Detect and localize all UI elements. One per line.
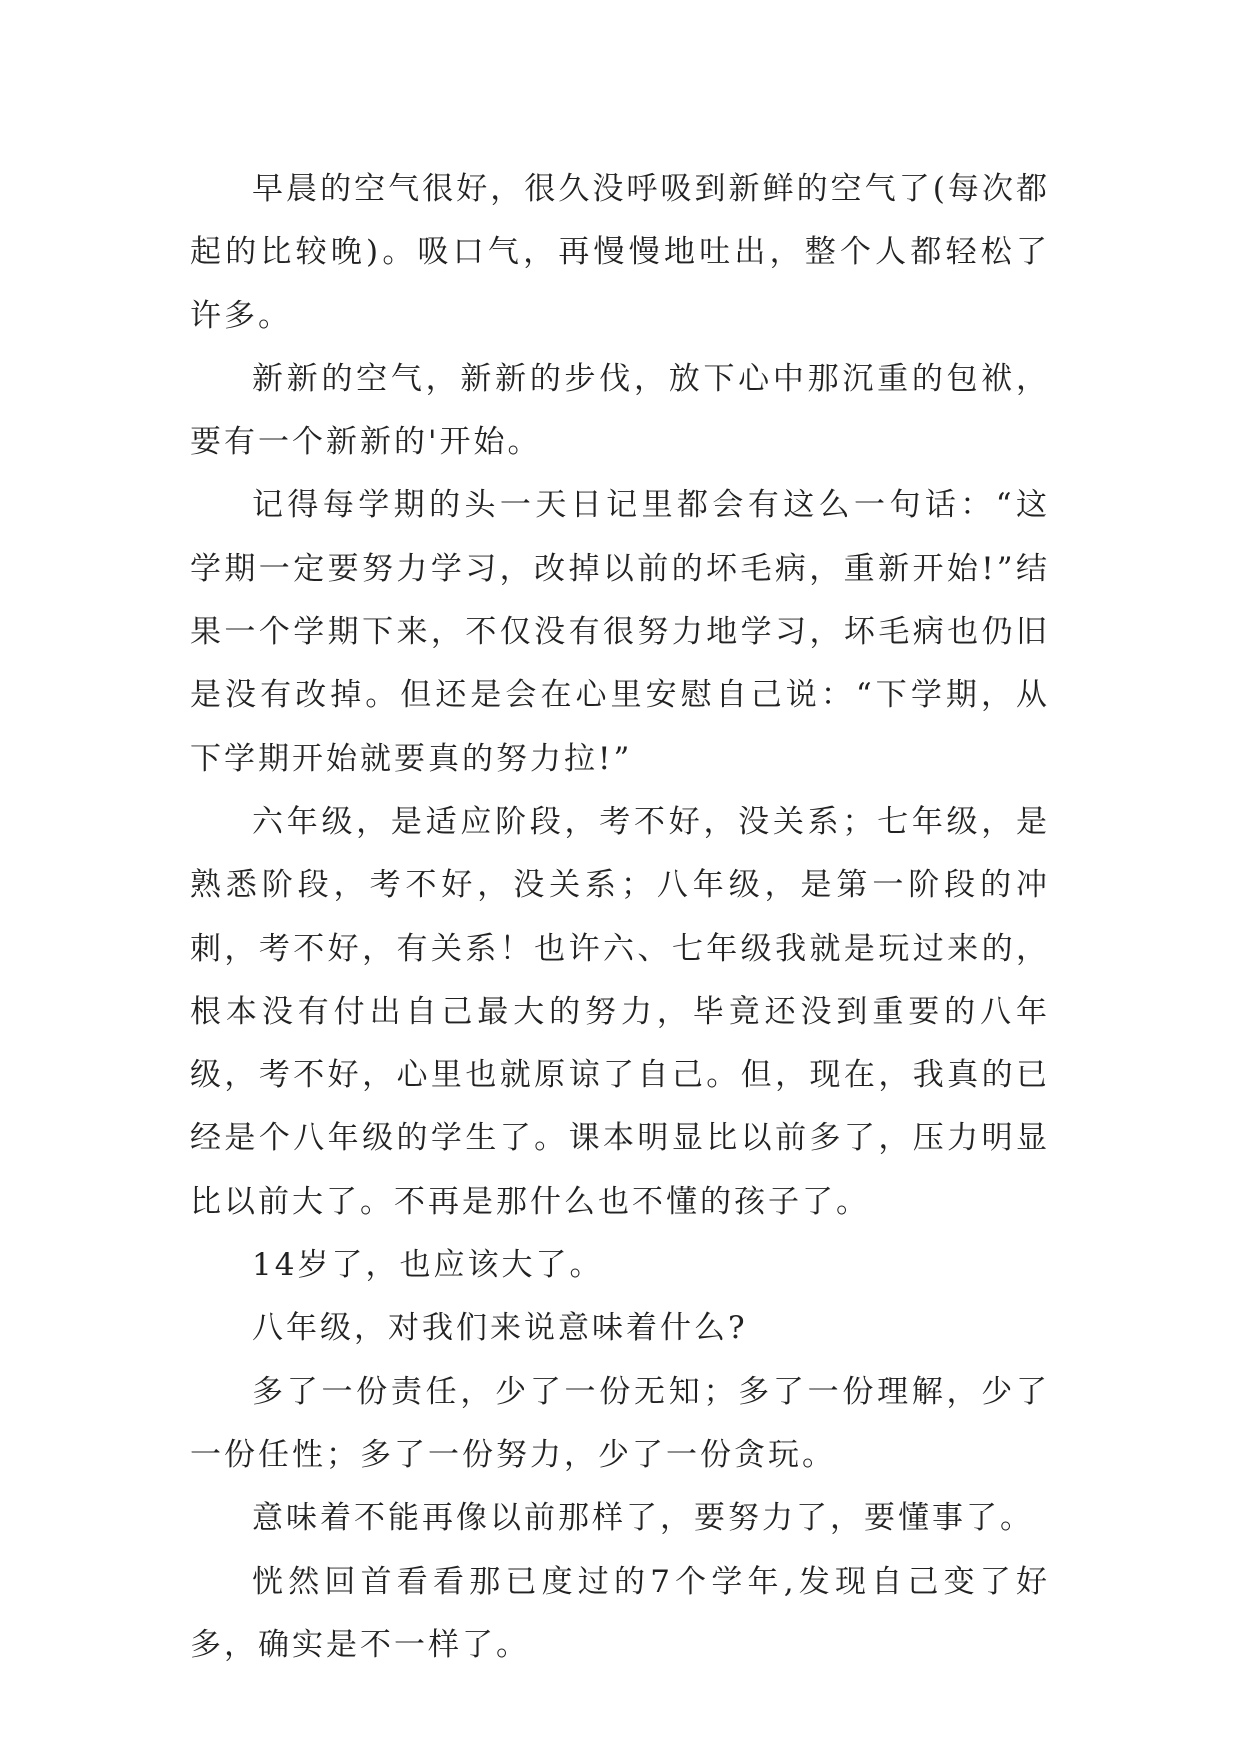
paragraph: 八年级，对我们来说意味着什么? [252,1310,748,1347]
document-body [190,158,1050,1677]
paragraph: 早晨的空气很好，很久没呼吸到新鲜的空气了(每次都起的比较晚)。吸口气，再慢慢地吐出，整个人都轻松了许多。 [190,171,1050,334]
paragraph: 记得每学期的头一天日记里都会有这么一句话：“这学期一定要努力学习，改掉以前的坏毛病，重新开始!”结果一个学期下来，不仅没有很努力地学习，坏毛病也仍旧是没有改掉。但还是会在心里安慰自己说：“下学期，从下学期开始就要真的努力拉!” [190,487,1050,777]
paragraph: 六年级，是适应阶段，考不好，没关系；七年级，是熟悉阶段，考不好，没关系；八年级，是第一阶段的冲刺，考不好，有关系！也许六、七年级我就是玩过来的，根本没有付出自己最大的努力，毕竟还没到重要的八年级，考不好，心里也就原谅了自己。但，现在，我真的已经是个八年级的学生了。课本明显比以前多了，压力明显比以前大了。不再是那什么也不懂的孩子了。 [190,803,1050,1220]
paragraph: 14岁了，也应该大了。 [252,1247,604,1284]
paragraph: 新新的空气，新新的步伐，放下心中那沉重的包袱，要有一个新新的'开始。 [190,360,1050,461]
paragraph: 恍然回首看看那已度过的7个学年,发现自己变了好多，确实是不一样了。 [190,1563,1050,1663]
paragraph: 意味着不能再像以前那样了，要努力了，要懂事了。 [252,1500,1034,1537]
paragraph: 多了一份责任，少了一份无知；多了一份理解，少了一份任性；多了一份努力，少了一份贪玩。 [190,1373,1050,1473]
